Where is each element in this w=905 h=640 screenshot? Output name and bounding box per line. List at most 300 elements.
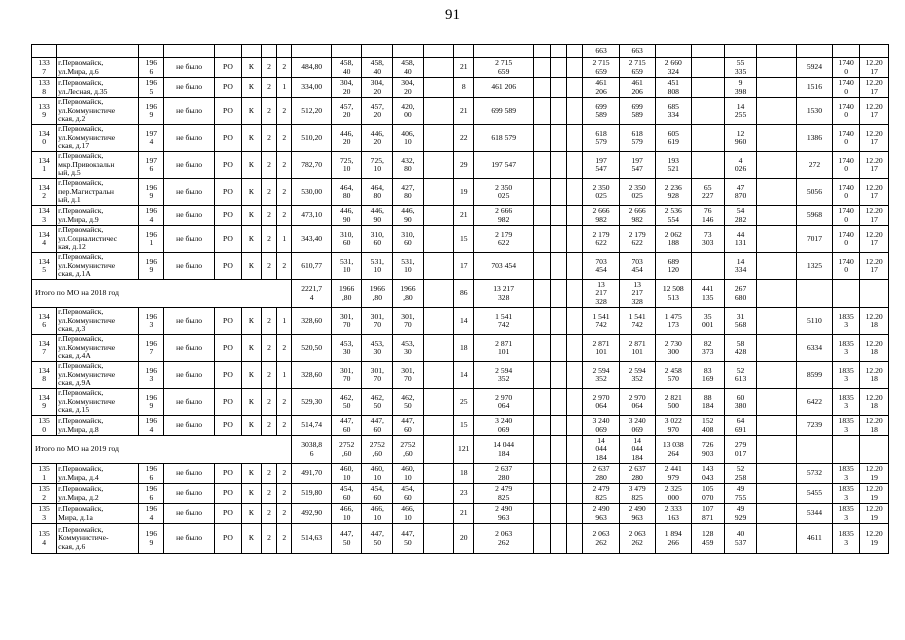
cost-cell: 2 594 352 <box>474 362 534 389</box>
deadline-cell: 12.20 17 <box>860 125 889 152</box>
table-row <box>32 389 889 416</box>
amount-cell: 14 255 <box>724 98 757 125</box>
empty-cell <box>550 436 566 464</box>
amount-cell: 13 217 328 <box>583 280 619 308</box>
amount-cell: 52 613 <box>724 362 757 389</box>
deadline-cell: 12.20 18 <box>860 308 889 335</box>
max-cost-cell: 1835 3 <box>832 524 859 554</box>
amount-cell: 1 541 742 <box>583 308 619 335</box>
empty-cell <box>757 504 796 524</box>
status-cell: не было <box>164 226 214 253</box>
address-cell: г.Первомайск, Коммунистиче- ская, д.6 <box>57 524 139 554</box>
amount-cell: 2 666 982 <box>619 206 655 226</box>
residents-cell: 18 <box>454 335 474 362</box>
cost-cell: 2 479 825 <box>474 484 534 504</box>
method-cell: РО <box>214 362 241 389</box>
total-area-cell: 529,30 <box>292 389 331 416</box>
empty-cell <box>757 436 796 464</box>
empty-cell <box>567 416 583 436</box>
method-cell: РО <box>214 464 241 484</box>
amount-cell: 12 960 <box>724 125 757 152</box>
max-cost-cell: 1740 0 <box>832 125 859 152</box>
empty-cell <box>757 206 796 226</box>
table-row <box>32 416 889 436</box>
method-cell: РО <box>214 389 241 416</box>
table-row <box>32 98 889 125</box>
empty-cell <box>423 206 454 226</box>
year-cell: 196 9 <box>139 98 164 125</box>
amount-cell: 2 970 064 <box>619 389 655 416</box>
table-row <box>32 125 889 152</box>
area-cell: 446, 90 <box>362 206 393 226</box>
area-cell: 427, 80 <box>393 179 424 206</box>
empty-cell <box>567 58 583 78</box>
year-cell: 196 7 <box>139 335 164 362</box>
material-cell: К <box>242 125 262 152</box>
empty-cell <box>534 206 550 226</box>
max-cost-cell: 1740 0 <box>832 78 859 98</box>
area-cell: 531, 10 <box>331 253 362 280</box>
empty-cell <box>534 436 550 464</box>
total-area-cell: 484,80 <box>292 58 331 78</box>
residents-cell: 19 <box>454 179 474 206</box>
empty-cell <box>534 58 550 78</box>
address-cell: г.Первомайск, ул.Коммунистиче ская, д.17 <box>57 125 139 152</box>
empty-cell <box>534 504 550 524</box>
empty-cell <box>567 464 583 484</box>
floors-cell: 2 <box>261 58 276 78</box>
floors-cell: 2 <box>261 524 276 554</box>
amount-cell: 2 715 659 <box>619 58 655 78</box>
amount-cell: 35 001 <box>691 308 724 335</box>
empty-cell <box>550 308 566 335</box>
amount-cell: 2 490 963 <box>583 504 619 524</box>
floors-cell: 2 <box>261 504 276 524</box>
empty-cell <box>757 253 796 280</box>
empty-cell <box>567 436 583 464</box>
residents-cell: 21 <box>454 58 474 78</box>
address-cell: г.Первомайск, ул.Социалистичес кая, д.12 <box>57 226 139 253</box>
amount-cell: 2 479 825 <box>583 484 619 504</box>
row-number-cell: 135 2 <box>32 484 57 504</box>
amount-cell: 197 547 <box>583 152 619 179</box>
total-area-cell: 782,70 <box>292 152 331 179</box>
total-row <box>32 280 889 308</box>
cost-cell: 3 240 069 <box>474 416 534 436</box>
empty-cell <box>534 226 550 253</box>
row-number-cell: 134 6 <box>32 308 57 335</box>
entrances-cell: 1 <box>277 226 292 253</box>
empty-cell <box>534 125 550 152</box>
unit-cost-cell: 5056 <box>796 179 832 206</box>
status-cell: не было <box>164 504 214 524</box>
empty-cell <box>550 524 566 554</box>
status-cell: не было <box>164 179 214 206</box>
amount-cell: 2 350 025 <box>619 179 655 206</box>
amount-cell: 14 044 184 <box>583 436 619 464</box>
material-cell: К <box>242 226 262 253</box>
empty-cell <box>534 152 550 179</box>
floors-cell: 2 <box>261 484 276 504</box>
area-cell: 454, 60 <box>362 484 393 504</box>
amount-cell: 2 490 963 <box>619 504 655 524</box>
table-row <box>32 504 889 524</box>
empty-cell <box>757 484 796 504</box>
method-cell: РО <box>214 335 241 362</box>
area-cell: 1966 ,80 <box>393 280 424 308</box>
empty-cell <box>550 335 566 362</box>
cost-cell: 2 715 659 <box>474 58 534 78</box>
material-cell: К <box>242 78 262 98</box>
empty-cell <box>550 125 566 152</box>
year-cell: 196 4 <box>139 416 164 436</box>
amount-cell: 2 637 280 <box>619 464 655 484</box>
year-cell: 196 4 <box>139 206 164 226</box>
unit-cost-cell: 6334 <box>796 335 832 362</box>
entrances-cell: 2 <box>277 389 292 416</box>
area-cell: 2752 ,60 <box>331 436 362 464</box>
empty-cell <box>567 78 583 98</box>
max-cost-cell: 1740 0 <box>832 179 859 206</box>
residents-cell: 15 <box>454 416 474 436</box>
empty-cell <box>550 179 566 206</box>
entrances-cell: 2 <box>277 98 292 125</box>
address-cell: г.Первомайск, ул.Коммунистиче ская, д.2 <box>57 98 139 125</box>
cost-cell: 2 179 622 <box>474 226 534 253</box>
amount-cell: 685 334 <box>655 98 691 125</box>
max-cost-cell: 1740 0 <box>832 58 859 78</box>
cost-cell: 197 547 <box>474 152 534 179</box>
empty-cell <box>534 524 550 554</box>
table-row <box>32 78 889 98</box>
area-cell: 446, 20 <box>331 125 362 152</box>
total-area-cell: 530,00 <box>292 179 331 206</box>
empty-cell <box>423 179 454 206</box>
method-cell: РО <box>214 125 241 152</box>
amount-cell: 726 903 <box>691 436 724 464</box>
floors-cell: 2 <box>261 335 276 362</box>
area-cell: 310, 60 <box>331 226 362 253</box>
method-cell: РО <box>214 504 241 524</box>
empty-cell <box>550 78 566 98</box>
amount-cell: 441 135 <box>691 280 724 308</box>
address-cell: г.Первомайск, ул.Коммунистиче ская, д.4А <box>57 335 139 362</box>
cost-cell: 2 970 064 <box>474 389 534 416</box>
year-cell: 196 4 <box>139 504 164 524</box>
amount-cell: 2 715 659 <box>583 58 619 78</box>
empty-cell <box>550 253 566 280</box>
max-cost-cell: 1740 0 <box>832 98 859 125</box>
material-cell: К <box>242 362 262 389</box>
cost-cell: 14 044 184 <box>474 436 534 464</box>
empty-cell <box>567 206 583 226</box>
empty-cell <box>757 125 796 152</box>
deadline-cell: 12.20 17 <box>860 226 889 253</box>
empty-cell <box>550 58 566 78</box>
empty-cell <box>757 524 796 554</box>
max-cost-cell: 1835 3 <box>832 484 859 504</box>
empty-cell <box>757 179 796 206</box>
unit-cost-cell: 5968 <box>796 206 832 226</box>
empty-cell <box>796 280 832 308</box>
total-area-cell: 520,50 <box>292 335 331 362</box>
empty-cell <box>423 98 454 125</box>
row-number-cell: 134 7 <box>32 335 57 362</box>
table-row <box>32 464 889 484</box>
header-cell: 663 <box>619 45 655 58</box>
table-row <box>32 206 889 226</box>
unit-cost-cell: 6422 <box>796 389 832 416</box>
area-cell: 460, 10 <box>331 464 362 484</box>
amount-cell: 2 063 262 <box>619 524 655 554</box>
floors-cell: 2 <box>261 206 276 226</box>
year-cell: 196 9 <box>139 389 164 416</box>
area-cell: 460, 10 <box>393 464 424 484</box>
area-cell: 2752 ,60 <box>362 436 393 464</box>
unit-cost-cell: 1325 <box>796 253 832 280</box>
floors-cell: 2 <box>261 308 276 335</box>
amount-cell: 44 131 <box>724 226 757 253</box>
empty-cell <box>423 152 454 179</box>
method-cell: РО <box>214 416 241 436</box>
empty-cell <box>757 226 796 253</box>
status-cell: не было <box>164 308 214 335</box>
table-row <box>32 335 889 362</box>
year-cell: 196 1 <box>139 226 164 253</box>
amount-cell <box>691 152 724 179</box>
empty-cell <box>757 416 796 436</box>
empty-cell <box>567 308 583 335</box>
empty-cell <box>534 362 550 389</box>
empty-cell <box>423 464 454 484</box>
amount-cell: 9 398 <box>724 78 757 98</box>
deadline-cell: 12.20 18 <box>860 416 889 436</box>
max-cost-cell: 1740 0 <box>832 206 859 226</box>
amount-cell: 2 666 982 <box>583 206 619 226</box>
status-cell: не было <box>164 464 214 484</box>
empty-cell <box>757 58 796 78</box>
area-cell: 446, 90 <box>331 206 362 226</box>
max-cost-cell: 1835 3 <box>832 389 859 416</box>
empty-cell <box>534 335 550 362</box>
header-cell: 663 <box>583 45 619 58</box>
status-cell: не было <box>164 98 214 125</box>
total-area-cell: 512,20 <box>292 98 331 125</box>
area-cell: 406, 10 <box>393 125 424 152</box>
max-cost-cell: 1740 0 <box>832 152 859 179</box>
status-cell: не было <box>164 484 214 504</box>
deadline-cell: 12.20 19 <box>860 484 889 504</box>
total-area-cell: 510,20 <box>292 125 331 152</box>
amount-cell <box>691 78 724 98</box>
cost-cell: 2 871 101 <box>474 335 534 362</box>
status-cell: не было <box>164 58 214 78</box>
area-cell: 301, 70 <box>331 362 362 389</box>
amount-cell: 618 579 <box>583 125 619 152</box>
empty-cell <box>534 464 550 484</box>
empty-cell <box>757 78 796 98</box>
area-cell: 447, 60 <box>331 416 362 436</box>
empty-cell <box>567 362 583 389</box>
table-row <box>32 524 889 554</box>
empty-cell <box>423 280 454 308</box>
amount-cell: 703 454 <box>583 253 619 280</box>
empty-cell <box>567 253 583 280</box>
amount-cell <box>691 58 724 78</box>
empty-cell <box>423 226 454 253</box>
amount-cell: 2 637 280 <box>583 464 619 484</box>
amount-cell: 105 070 <box>691 484 724 504</box>
total-area-cell: 519,80 <box>292 484 331 504</box>
address-cell: г.Первомайск, пер.Магистральн ый, д.1 <box>57 179 139 206</box>
amount-cell: 14 334 <box>724 253 757 280</box>
floors-cell: 2 <box>261 362 276 389</box>
year-cell: 197 6 <box>139 152 164 179</box>
empty-cell <box>860 280 889 308</box>
empty-cell <box>534 308 550 335</box>
empty-cell <box>567 389 583 416</box>
area-cell: 531, 10 <box>362 253 393 280</box>
empty-cell <box>550 389 566 416</box>
area-cell: 447, 50 <box>393 524 424 554</box>
area-cell: 466, 10 <box>331 504 362 524</box>
cost-cell: 2 666 982 <box>474 206 534 226</box>
empty-cell <box>534 98 550 125</box>
status-cell: не было <box>164 524 214 554</box>
area-cell: 462, 50 <box>362 389 393 416</box>
empty-cell <box>550 504 566 524</box>
material-cell: К <box>242 152 262 179</box>
area-cell: 304, 20 <box>362 78 393 98</box>
max-cost-cell: 1835 3 <box>832 504 859 524</box>
year-cell: 196 3 <box>139 362 164 389</box>
amount-cell: 2 179 622 <box>583 226 619 253</box>
empty-cell <box>550 416 566 436</box>
page-number: 91 <box>445 7 460 23</box>
year-cell: 196 3 <box>139 308 164 335</box>
amount-cell: 55 335 <box>724 58 757 78</box>
amount-cell: 13 038 264 <box>655 436 691 464</box>
amount-cell: 64 691 <box>724 416 757 436</box>
amount-cell: 3 479 825 <box>619 484 655 504</box>
empty-cell <box>550 280 566 308</box>
empty-cell <box>550 226 566 253</box>
status-cell: не было <box>164 125 214 152</box>
entrances-cell: 1 <box>277 78 292 98</box>
address-cell: г.Первомайск, Мира, д.1а <box>57 504 139 524</box>
material-cell: К <box>242 206 262 226</box>
method-cell: РО <box>214 98 241 125</box>
cost-cell: 2 637 280 <box>474 464 534 484</box>
amount-cell: 267 680 <box>724 280 757 308</box>
year-cell: 196 5 <box>139 78 164 98</box>
entrances-cell: 2 <box>277 125 292 152</box>
amount-cell: 1 541 742 <box>619 308 655 335</box>
floors-cell: 2 <box>261 389 276 416</box>
total-area-cell: 328,60 <box>292 308 331 335</box>
cost-cell: 1 541 742 <box>474 308 534 335</box>
unit-cost-cell: 7017 <box>796 226 832 253</box>
empty-cell <box>534 484 550 504</box>
residents-cell: 29 <box>454 152 474 179</box>
material-cell: К <box>242 253 262 280</box>
amount-cell: 60 380 <box>724 389 757 416</box>
address-cell: г.Первомайск, ул.Лесная, д.35 <box>57 78 139 98</box>
residents-cell: 22 <box>454 125 474 152</box>
empty-cell <box>550 484 566 504</box>
empty-cell <box>757 362 796 389</box>
residents-cell: 15 <box>454 226 474 253</box>
material-cell: К <box>242 416 262 436</box>
residents-cell: 8 <box>454 78 474 98</box>
deadline-cell: 12.20 19 <box>860 504 889 524</box>
empty-cell <box>832 436 859 464</box>
floors-cell: 2 <box>261 226 276 253</box>
amount-cell: 47 870 <box>724 179 757 206</box>
repair-register-table <box>31 44 889 554</box>
floors-cell: 2 <box>261 179 276 206</box>
area-cell: 446, 20 <box>362 125 393 152</box>
total-area-cell: 610,77 <box>292 253 331 280</box>
table-row <box>32 179 889 206</box>
deadline-cell: 12.20 17 <box>860 206 889 226</box>
method-cell: РО <box>214 253 241 280</box>
area-cell: 1966 ,80 <box>362 280 393 308</box>
area-cell: 458, 40 <box>393 58 424 78</box>
residents-cell: 23 <box>454 484 474 504</box>
max-cost-cell: 1835 3 <box>832 362 859 389</box>
empty-cell <box>534 179 550 206</box>
row-number-cell: 134 9 <box>32 389 57 416</box>
amount-cell: 605 619 <box>655 125 691 152</box>
entrances-cell: 1 <box>277 308 292 335</box>
table-row <box>32 226 889 253</box>
entrances-cell: 2 <box>277 335 292 362</box>
empty-cell <box>757 98 796 125</box>
residents-cell: 17 <box>454 253 474 280</box>
floors-cell: 2 <box>261 98 276 125</box>
address-cell: г.Первомайск, ул.Мира, д.9 <box>57 206 139 226</box>
cost-cell: 703 454 <box>474 253 534 280</box>
cost-cell: 2 350 025 <box>474 179 534 206</box>
area-cell: 447, 60 <box>393 416 424 436</box>
deadline-cell: 12.20 17 <box>860 58 889 78</box>
area-cell: 464, 80 <box>362 179 393 206</box>
unit-cost-cell: 5344 <box>796 504 832 524</box>
floors-cell: 2 <box>261 253 276 280</box>
amount-cell: 2 333 163 <box>655 504 691 524</box>
status-cell: не было <box>164 416 214 436</box>
area-cell: 420, 00 <box>393 98 424 125</box>
total-label: Итого по МО на 2018 год <box>32 280 292 308</box>
cost-cell: 699 589 <box>474 98 534 125</box>
address-cell: г.Первомайск, ул.Коммунистиче ская, д.15 <box>57 389 139 416</box>
entrances-cell: 2 <box>277 524 292 554</box>
status-cell: не было <box>164 78 214 98</box>
area-cell: 301, 70 <box>393 308 424 335</box>
empty-cell <box>567 226 583 253</box>
row-number-cell: 133 8 <box>32 78 57 98</box>
amount-cell: 3 240 069 <box>583 416 619 436</box>
material-cell: К <box>242 504 262 524</box>
residents-cell: 86 <box>454 280 474 308</box>
total-area-cell: 514,74 <box>292 416 331 436</box>
amount-cell: 107 871 <box>691 504 724 524</box>
unit-cost-cell: 5455 <box>796 484 832 504</box>
area-cell: 457, 20 <box>331 98 362 125</box>
area-cell: 304, 20 <box>393 78 424 98</box>
deadline-cell: 12.20 17 <box>860 152 889 179</box>
